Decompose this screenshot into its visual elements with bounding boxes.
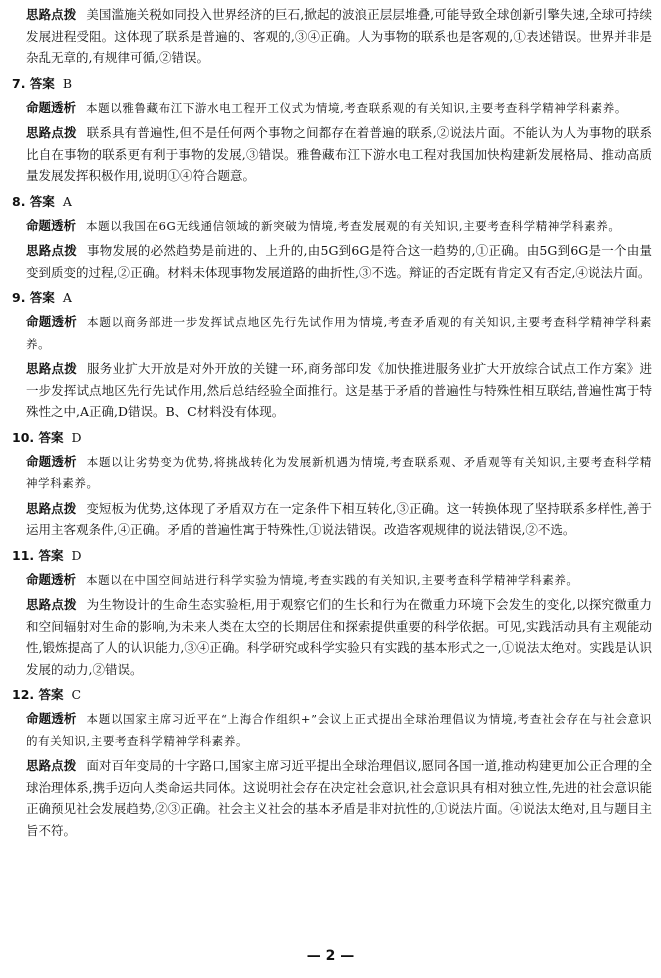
analysis-paragraph bbox=[12, 311, 652, 355]
intro-block bbox=[12, 4, 652, 69]
hint-label: 思路点拨 bbox=[26, 500, 77, 516]
answer-key-content bbox=[12, 4, 652, 841]
analysis-text: 本题以在中国空间站进行科学实验为情境,考查实践的有关知识,主要考查科学精神学科素养。 bbox=[86, 572, 579, 587]
analysis-text: 本题以雅鲁藏布江下游水电工程开工仪式为情境,考查联系观的有关知识,主要考查科学精神学科素养。 bbox=[86, 100, 627, 115]
analysis-paragraph bbox=[12, 215, 652, 238]
question-11 bbox=[12, 546, 652, 681]
question-10 bbox=[12, 428, 652, 541]
hint-label: 思路点拨 bbox=[26, 597, 77, 612]
answer-label: 10. 答案 bbox=[12, 429, 64, 445]
hint-label: 思路点拨 bbox=[26, 243, 77, 258]
analysis-label: 命题透析 bbox=[26, 711, 77, 726]
answer-line bbox=[12, 685, 652, 705]
hint-paragraph bbox=[12, 358, 652, 423]
analysis-paragraph bbox=[12, 451, 652, 495]
intro-hint bbox=[12, 4, 652, 69]
answer-line bbox=[12, 428, 652, 448]
answer-letter: B bbox=[62, 75, 72, 91]
analysis-text: 本题以商务部进一步发挥试点地区先行先试作用为情境,考查矛盾观的有关知识,主要考查科学精神学科素养。 bbox=[26, 315, 652, 351]
hint-text: 联系具有普遍性,但不是任何两个事物之间都存在着普遍的联系,②说法片面。不能认为人为事物的联系比自在事物的联系更有利于事物的发展,③错误。雅鲁藏布江下游水电工程对我国加快构建新发展格局、推动高质量发展发挥积极作用,说明①④符合题意。 bbox=[26, 125, 652, 183]
hint-text: 变短板为优势,这体现了矛盾双方在一定条件下相互转化,③正确。这一转换体现了坚持联系多样性,善于运用主客观条件,④正确。矛盾的普遍性寓于特殊性,①说法错误。改造客观规律的说法错误,②不选。 bbox=[26, 500, 652, 537]
analysis-label: 命题透析 bbox=[26, 314, 78, 329]
answer-label: 7. 答案 bbox=[12, 75, 55, 91]
question-9 bbox=[12, 288, 652, 423]
hint-text: 面对百年变局的十字路口,国家主席习近平提出全球治理倡议,愿同各国一道,推动构建更加公正合理的全球治理体系,携手迈向人类命运共同体。这说明社会存在决定社会意识,社会意识具有相对独立性,先进的社会意识能正确预见社会发展趋势,②③正确。社会主义社会的基本矛盾是非对抗性的,①说法片面。④说法太绝对,且与题目主旨不符。 bbox=[26, 758, 652, 838]
answer-line bbox=[12, 288, 652, 308]
hint-paragraph bbox=[12, 498, 652, 541]
hint-text: 事物发展的必然趋势是前进的、上升的,由5G到6G是符合这一趋势的,①正确。由5G到6G是一个由量变到质变的过程,②正确。材料未体现事物发展道路的曲折性,③不选。辩证的否定既有肯定又有否定,④说法片面。 bbox=[26, 243, 652, 280]
analysis-label: 命题透析 bbox=[26, 99, 77, 115]
hint-label: 思路点拨 bbox=[26, 361, 78, 376]
question-8 bbox=[12, 192, 652, 284]
analysis-text: 本题以国家主席习近平在“上海合作组织+”会议上正式提出全球治理倡议为情境,考查社会存在与社会意识的有关知识,主要考查科学精神学科素养。 bbox=[26, 712, 652, 748]
answer-line bbox=[12, 546, 652, 566]
analysis-paragraph bbox=[12, 708, 652, 752]
answer-letter: A bbox=[62, 290, 72, 305]
analysis-text: 本题以让劣势变为优势,将挑战转化为发展新机遇为情境,考查联系观、矛盾观等有关知识,主要考查科学精神学科素养。 bbox=[26, 454, 652, 490]
answer-label: 9. 答案 bbox=[12, 290, 55, 305]
question-12 bbox=[12, 685, 652, 841]
analysis-label: 命题透析 bbox=[26, 453, 77, 469]
hint-paragraph bbox=[12, 122, 652, 187]
hint-paragraph bbox=[12, 755, 652, 841]
hint-text: 服务业扩大开放是对外开放的关键一环,商务部印发《加快推进服务业扩大开放综合试点工作方案》进一步发挥试点地区先行先试作用,然后总结经验全面推行。这是基于矛盾的普遍性与特殊性相互联结,普遍性寓于特殊性之中,A正确,D错误。B、C材料没有体现。 bbox=[26, 361, 652, 419]
question-7 bbox=[12, 74, 652, 187]
analysis-text: 本题以我国在6G无线通信领域的新突破为情境,考查发展观的有关知识,主要考查科学精神学科素养。 bbox=[86, 218, 621, 233]
hint-label: 思路点拨 bbox=[26, 7, 77, 22]
answer-line bbox=[12, 192, 652, 212]
answer-label: 12. 答案 bbox=[12, 687, 64, 702]
answer-label: 11. 答案 bbox=[12, 547, 64, 563]
hint-paragraph bbox=[12, 594, 652, 680]
hint-text: 为生物设计的生命生态实验柜,用于观察它们的生长和行为在微重力环境下会发生的变化,以探究微重力和空间辐射对生命的影响,为未来人类在太空的长期居住和探索提供重要的科学依据。可见,实践活动具有主观能动性,锻炼提高了人的认识能力,③④正确。科学研究或科学实验只有实践的基本形式之一,①说法太绝对。实践是认识发展的动力,②错误。 bbox=[26, 597, 652, 677]
hint-label: 思路点拨 bbox=[26, 125, 77, 140]
analysis-label: 命题透析 bbox=[26, 217, 77, 233]
analysis-paragraph bbox=[12, 569, 652, 592]
page-number: — 2 — bbox=[306, 948, 355, 964]
answer-letter: A bbox=[62, 193, 72, 209]
hint-paragraph bbox=[12, 240, 652, 283]
analysis-label: 命题透析 bbox=[26, 571, 77, 587]
answer-line bbox=[12, 74, 652, 94]
hint-label: 思路点拨 bbox=[26, 758, 77, 773]
analysis-paragraph bbox=[12, 97, 652, 120]
answer-label: 8. 答案 bbox=[12, 193, 55, 209]
answer-letter: D bbox=[71, 547, 82, 563]
answer-letter: D bbox=[71, 429, 82, 445]
hint-text: 美国滥施关税如同投入世界经济的巨石,掀起的波浪正层层堆叠,可能导致全球创新引擎失速,全球可持续发展进程受阻。这体现了联系是普遍的、客观的,③④正确。人为事物的联系也是客观的,①表述错误。世界并非是杂乱无章的,有规律可循,②错误。 bbox=[26, 7, 652, 65]
answer-letter: C bbox=[71, 687, 82, 702]
